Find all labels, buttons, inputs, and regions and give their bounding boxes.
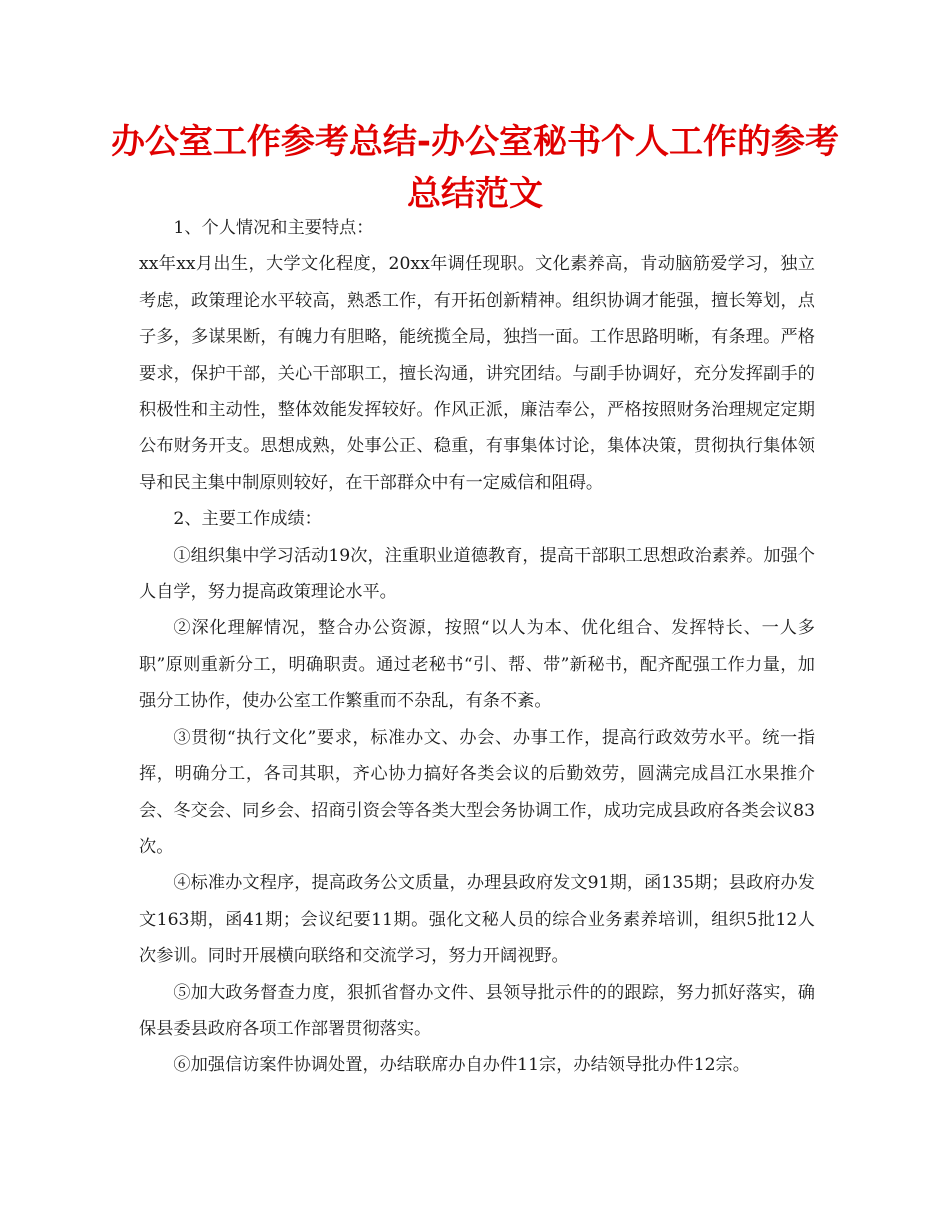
paragraph-item-3: ③贯彻“执行文化”要求，标准办文、办会、办事工作，提高行政效劳水平。统一指挥，明确分工，各司其职，齐心协力搞好各类会议的后勤效劳，圆满完成昌江水果推介会、冬交会、同乡会、招商引资会等各类大型会务协调工作，成功完成县政府各类会议83次。 (139, 727, 815, 857)
paragraph-item-4: ④标准办文程序，提高政务公文质量，办理县政府发文91期，函135期；县政府办发文163期，函41期；会议纪要11期。强化文秘人员的综合业务素养培训，组织5批12人次参训。同时开展横向联络和交流学习，努力开阔视野。 (139, 873, 815, 967)
paragraph-item-6: ⑥加强信访案件协调处置，办结联席办自办件11宗，办结领导批办件12宗。 (173, 1055, 750, 1076)
paragraph-item-5: ⑤加大政务督查力度，狠抓省督办文件、县领导批示件的的跟踪，努力抓好落实，确保县委县政府各项工作部署贯彻落实。 (139, 982, 815, 1039)
paragraph-item-2: ②深化理解情况，整合办公资源，按照“以人为本、优化组合、发挥特长、一人多职”原则重新分工，明确职责。通过老秘书“引、帮、带”新秘书，配齐配强工作力量，加强分工协作，使办公室工作繁重而不杂乱，有条不紊。 (139, 618, 815, 712)
paragraph-personal-profile: xx年xx月出生，大学文化程度，20xx年调任现职。文化素养高，肯动脑筋爱学习，独立考虑，政策理论水平较高，熟悉工作，有开拓创新精神。组织协调才能强，擅长筹划，点子多，多谋果断，有魄力有胆略，能统揽全局，独挡一面。工作思路明晰，有条理。严格要求，保护干部，关心干部职工，擅长沟通，讲究团结。与副手协调好，充分发挥副手的积极性和主动性，整体效能发挥较好。作风正派，廉洁奉公，严格按照财务治理规定定期公布财务开支。思想成熟，处事公正、稳重，有事集体讨论，集体决策，贯彻执行集体领导和民主集中制原则较好，在干部群众中有一定威信和阻碍。 (139, 254, 815, 493)
section-heading-2: 2、主要工作成绩： (173, 509, 322, 530)
document-body (139, 210, 815, 1084)
section-heading-1: 1、个人情况和主要特点： (173, 218, 374, 238)
paragraph-item-1: ①组织集中学习活动19次，注重职业道德教育，提高干部职工思想政治素养。加强个人自学，努力提高政策理论水平。 (139, 545, 815, 603)
document-title: 办公室工作参考总结-办公室秘书个人工作的参考总结范文 (110, 122, 840, 214)
